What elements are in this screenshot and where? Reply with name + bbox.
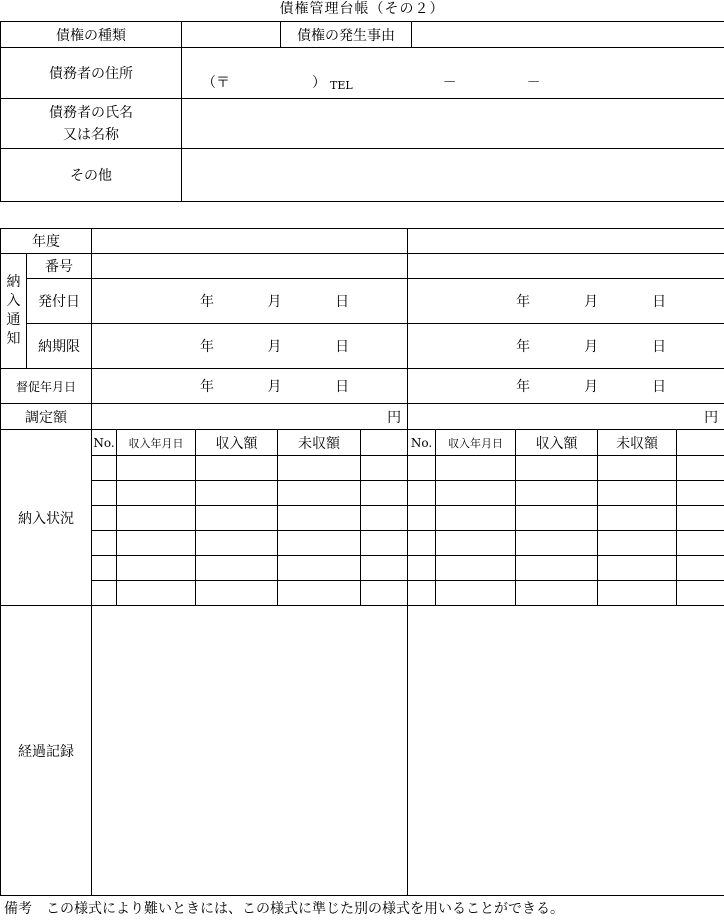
outstanding-header: 未収額 xyxy=(598,430,677,456)
notice-vertical-char: 入 xyxy=(6,293,21,309)
reminder-date-label: 督促年月日 xyxy=(1,369,92,404)
postal-open: （〒 xyxy=(202,75,230,91)
payment-cell[interactable] xyxy=(361,481,408,506)
payment-cell[interactable] xyxy=(92,556,117,581)
fiscal-year-label: 年度 xyxy=(1,229,92,254)
claim-record-table xyxy=(0,228,724,896)
outstanding-header: 未収額 xyxy=(278,430,361,456)
payment-cell[interactable] xyxy=(598,556,677,581)
payment-cell[interactable] xyxy=(117,456,196,481)
payment-row xyxy=(1,456,724,481)
payment-cell[interactable] xyxy=(196,556,278,581)
year-label: 年 xyxy=(516,379,531,395)
payment-cell[interactable] xyxy=(117,506,196,531)
payment-cell[interactable] xyxy=(436,456,516,481)
other-field[interactable] xyxy=(182,149,724,202)
payment-cell[interactable] xyxy=(436,506,516,531)
day-label: 日 xyxy=(335,339,350,355)
deadline-label: 納期限 xyxy=(27,324,92,369)
payment-cell[interactable] xyxy=(408,456,436,481)
issue-date-field-1[interactable] xyxy=(92,279,408,324)
payment-cell[interactable] xyxy=(677,556,724,581)
history-field-2[interactable] xyxy=(408,606,724,896)
debtor-name-field[interactable] xyxy=(182,99,724,149)
remarks-note: 備考 この様式により難いときには、この様式に準じた別の様式を用いることができる。 xyxy=(4,901,564,917)
day-label: 日 xyxy=(652,294,667,310)
payment-cell[interactable] xyxy=(408,556,436,581)
year-label: 年 xyxy=(200,379,214,395)
number-field-2[interactable] xyxy=(408,254,724,279)
claim-type-label: 債権の種類 xyxy=(1,22,182,48)
payment-cell[interactable] xyxy=(598,581,677,606)
payment-cell[interactable] xyxy=(598,481,677,506)
payment-cell[interactable] xyxy=(408,581,436,606)
receipt-date-header: 収入年月日 xyxy=(117,430,196,456)
payment-cell[interactable] xyxy=(361,581,408,606)
payment-row xyxy=(1,556,724,581)
day-label: 日 xyxy=(335,294,350,310)
day-label: 日 xyxy=(652,339,667,355)
notice-vertical-text xyxy=(1,273,26,349)
payment-cell[interactable] xyxy=(278,556,361,581)
payment-cell[interactable] xyxy=(117,556,196,581)
payment-no-header: No. xyxy=(408,430,436,456)
year-label: 年 xyxy=(200,294,214,310)
payment-cell[interactable] xyxy=(92,456,117,481)
payment-row xyxy=(1,481,724,506)
number-field-1[interactable] xyxy=(92,254,408,279)
phone-dash-1: － xyxy=(442,75,457,91)
payment-cell[interactable] xyxy=(92,581,117,606)
number-label: 番号 xyxy=(27,254,92,279)
other-label: その他 xyxy=(1,149,182,202)
payment-cell[interactable] xyxy=(516,506,598,531)
payment-cell[interactable] xyxy=(196,531,278,556)
debtor-info-table xyxy=(0,21,724,202)
payment-cell[interactable] xyxy=(516,581,598,606)
payment-row xyxy=(1,581,724,606)
month-label: 月 xyxy=(584,294,599,310)
deadline-field-1[interactable] xyxy=(92,324,408,369)
history-field-1[interactable] xyxy=(92,606,408,896)
payment-cell[interactable] xyxy=(361,556,408,581)
payment-cell[interactable] xyxy=(361,506,408,531)
payment-cell[interactable] xyxy=(278,581,361,606)
debtor-address-field[interactable] xyxy=(182,48,724,99)
postal-close: ） xyxy=(312,75,326,91)
payment-cell[interactable] xyxy=(516,456,598,481)
debtor-address-label: 債務者の住所 xyxy=(1,48,182,99)
payment-cell[interactable] xyxy=(516,531,598,556)
month-label: 月 xyxy=(584,339,599,355)
year-label: 年 xyxy=(516,294,531,310)
payment-status-label: 納入状況 xyxy=(1,430,92,606)
payment-cell[interactable] xyxy=(516,556,598,581)
payment-cell[interactable] xyxy=(92,506,117,531)
payment-cell[interactable] xyxy=(278,456,361,481)
reminder-date-field-1[interactable] xyxy=(92,369,408,404)
day-label: 日 xyxy=(335,379,350,395)
fiscal-year-field-2[interactable] xyxy=(408,229,724,254)
month-label: 月 xyxy=(267,379,282,395)
claim-cause-label: 債権の発生事由 xyxy=(281,22,412,48)
payment-cell[interactable] xyxy=(436,481,516,506)
payment-cell[interactable] xyxy=(117,481,196,506)
receipt-amount-header: 収入額 xyxy=(196,430,278,456)
payment-cell[interactable] xyxy=(196,506,278,531)
payment-cell[interactable] xyxy=(278,481,361,506)
tel-label: TEL xyxy=(330,79,353,92)
issue-date-field-2[interactable] xyxy=(408,279,724,324)
phone-dash-2: － xyxy=(526,75,541,91)
payment-cell[interactable] xyxy=(677,481,724,506)
payment-cell[interactable] xyxy=(436,531,516,556)
payment-cell[interactable] xyxy=(598,506,677,531)
payment-cell[interactable] xyxy=(677,506,724,531)
assessed-amount-label: 調定額 xyxy=(1,404,92,430)
payment-row xyxy=(1,531,724,556)
assessed-amount-field-1[interactable]: 円 xyxy=(92,404,408,430)
payment-cell[interactable] xyxy=(92,531,117,556)
payment-row xyxy=(1,506,724,531)
notice-vertical-char: 通 xyxy=(6,312,21,328)
month-label: 月 xyxy=(584,379,599,395)
payment-cell[interactable] xyxy=(408,531,436,556)
claim-type-field[interactable] xyxy=(182,22,281,48)
debtor-name-label: 債務者の氏名 又は名称 xyxy=(1,99,182,149)
history-label: 経過記録 xyxy=(1,606,92,896)
payment-cell[interactable] xyxy=(361,456,408,481)
receipt-amount-header: 収入額 xyxy=(516,430,598,456)
notice-vertical-char: 納 xyxy=(6,274,21,290)
payment-extra-header xyxy=(361,430,408,456)
payment-cell[interactable] xyxy=(436,556,516,581)
assessed-amount-field-2[interactable]: 円 xyxy=(408,404,724,430)
payment-cell[interactable] xyxy=(436,581,516,606)
receipt-date-header: 収入年月日 xyxy=(436,430,516,456)
payment-cell[interactable] xyxy=(117,531,196,556)
notice-vertical-char: 知 xyxy=(6,331,21,347)
payment-cell[interactable] xyxy=(278,531,361,556)
notice-vertical-label xyxy=(1,254,27,369)
day-label: 日 xyxy=(652,379,667,395)
claim-cause-field[interactable] xyxy=(412,22,724,48)
fiscal-year-field-1[interactable] xyxy=(92,229,408,254)
payment-cell[interactable] xyxy=(677,456,724,481)
payment-cell[interactable] xyxy=(598,531,677,556)
payment-cell[interactable] xyxy=(677,531,724,556)
payment-cell[interactable] xyxy=(677,581,724,606)
payment-cell[interactable] xyxy=(196,481,278,506)
reminder-date-field-2[interactable] xyxy=(408,369,724,404)
year-label: 年 xyxy=(200,339,214,355)
payment-cell[interactable] xyxy=(196,456,278,481)
payment-cell[interactable] xyxy=(598,456,677,481)
year-label: 年 xyxy=(516,339,531,355)
payment-no-header: No. xyxy=(92,430,117,456)
month-label: 月 xyxy=(267,294,282,310)
page-title: 債権管理台帳（その２） xyxy=(279,1,445,17)
payment-cell[interactable] xyxy=(516,481,598,506)
month-label: 月 xyxy=(267,339,282,355)
payment-cell[interactable] xyxy=(408,506,436,531)
payment-cell[interactable] xyxy=(278,506,361,531)
deadline-field-2[interactable] xyxy=(408,324,724,369)
issue-date-label: 発付日 xyxy=(27,279,92,324)
payment-cell[interactable] xyxy=(361,531,408,556)
payment-cell[interactable] xyxy=(117,581,196,606)
payment-cell[interactable] xyxy=(196,581,278,606)
payment-cell[interactable] xyxy=(92,481,117,506)
payment-cell[interactable] xyxy=(408,481,436,506)
payment-extra-header xyxy=(677,430,724,456)
